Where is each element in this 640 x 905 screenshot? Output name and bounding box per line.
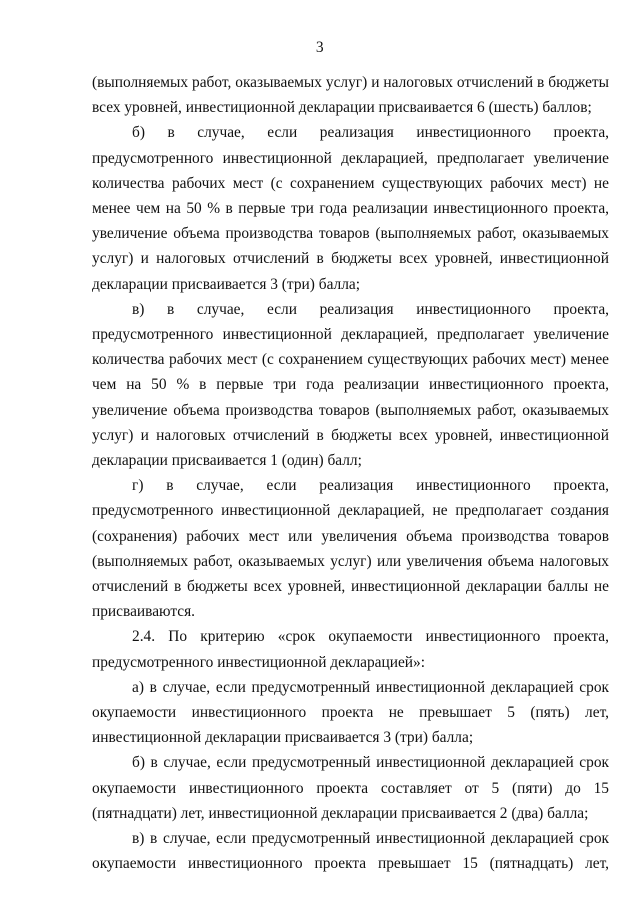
paragraph-item-b: б) в случае, если реализация инвестиционного проекта, предусмотренного инвестиционной декларацией, предполагает увеличение количества рабочих мест (с сохранением существующих рабочих мест) не менее чем на 50 % в первые три года реализации инвестиционного проекта, увеличение объема производства товаров (выполняемых работ, оказываемых услуг) и налоговых отчислений в бюджеты всех уровней, инвестиционной декларации присваивается 3 (три) балла;	[92, 124, 609, 293]
document-body	[92, 70, 609, 877]
page-number: 3	[315, 39, 325, 56]
paragraph-continuation: (выполняемых работ, оказываемых услуг) и налоговых отчислений в бюджеты всех уровней, инвестиционной декларации присваивается 6 (шесть) баллов;	[92, 74, 609, 117]
paragraph-item-v-payback: в) в случае, если предусмотренный инвестиционной декларацией срок окупаемости инвестиционного проекта превышает 15 (пятнадцать) лет,	[92, 830, 609, 873]
paragraph-item-a-payback: а) в случае, если предусмотренный инвестиционной декларацией срок окупаемости инвестиционного проекта не превышает 5 (пять) лет, инвестиционной декларации присваивается 3 (три) балла;	[92, 678, 609, 747]
paragraph-section-2-4: 2.4. По критерию «срок окупаемости инвестиционного проекта, предусмотренного инвестиционной декларацией»:	[92, 628, 609, 671]
paragraph-item-v: в) в случае, если реализация инвестиционного проекта, предусмотренного инвестиционной декларацией, предполагает увеличение количества рабочих мест (с сохранением существующих рабочих мест) менее чем на 50 % в первые три года реализации инвестиционного проекта, увеличение объема производства товаров (выполняемых работ, оказываемых услуг) и налоговых отчислений в бюджеты всех уровней, инвестиционной декларации присваивается 1 (один) балл;	[92, 300, 609, 470]
paragraph-item-b-payback: б) в случае, если предусмотренный инвестиционной декларацией срок окупаемости инвестиционного проекта составляет от 5 (пяти) до 15 (пятнадцати) лет, инвестиционной декларации присваивается 2 (два) балла;	[92, 754, 609, 822]
paragraph-item-g: г) в случае, если реализация инвестиционного проекта, предусмотренного инвестиционной декларацией, не предполагает создания (сохранения) рабочих мест или увеличения объема производства товаров (выполняемых работ, оказываемых услуг) или увеличения объема налоговых отчислений в бюджеты всех уровней, инвестиционной декларации баллы не присваиваются.	[92, 477, 609, 621]
